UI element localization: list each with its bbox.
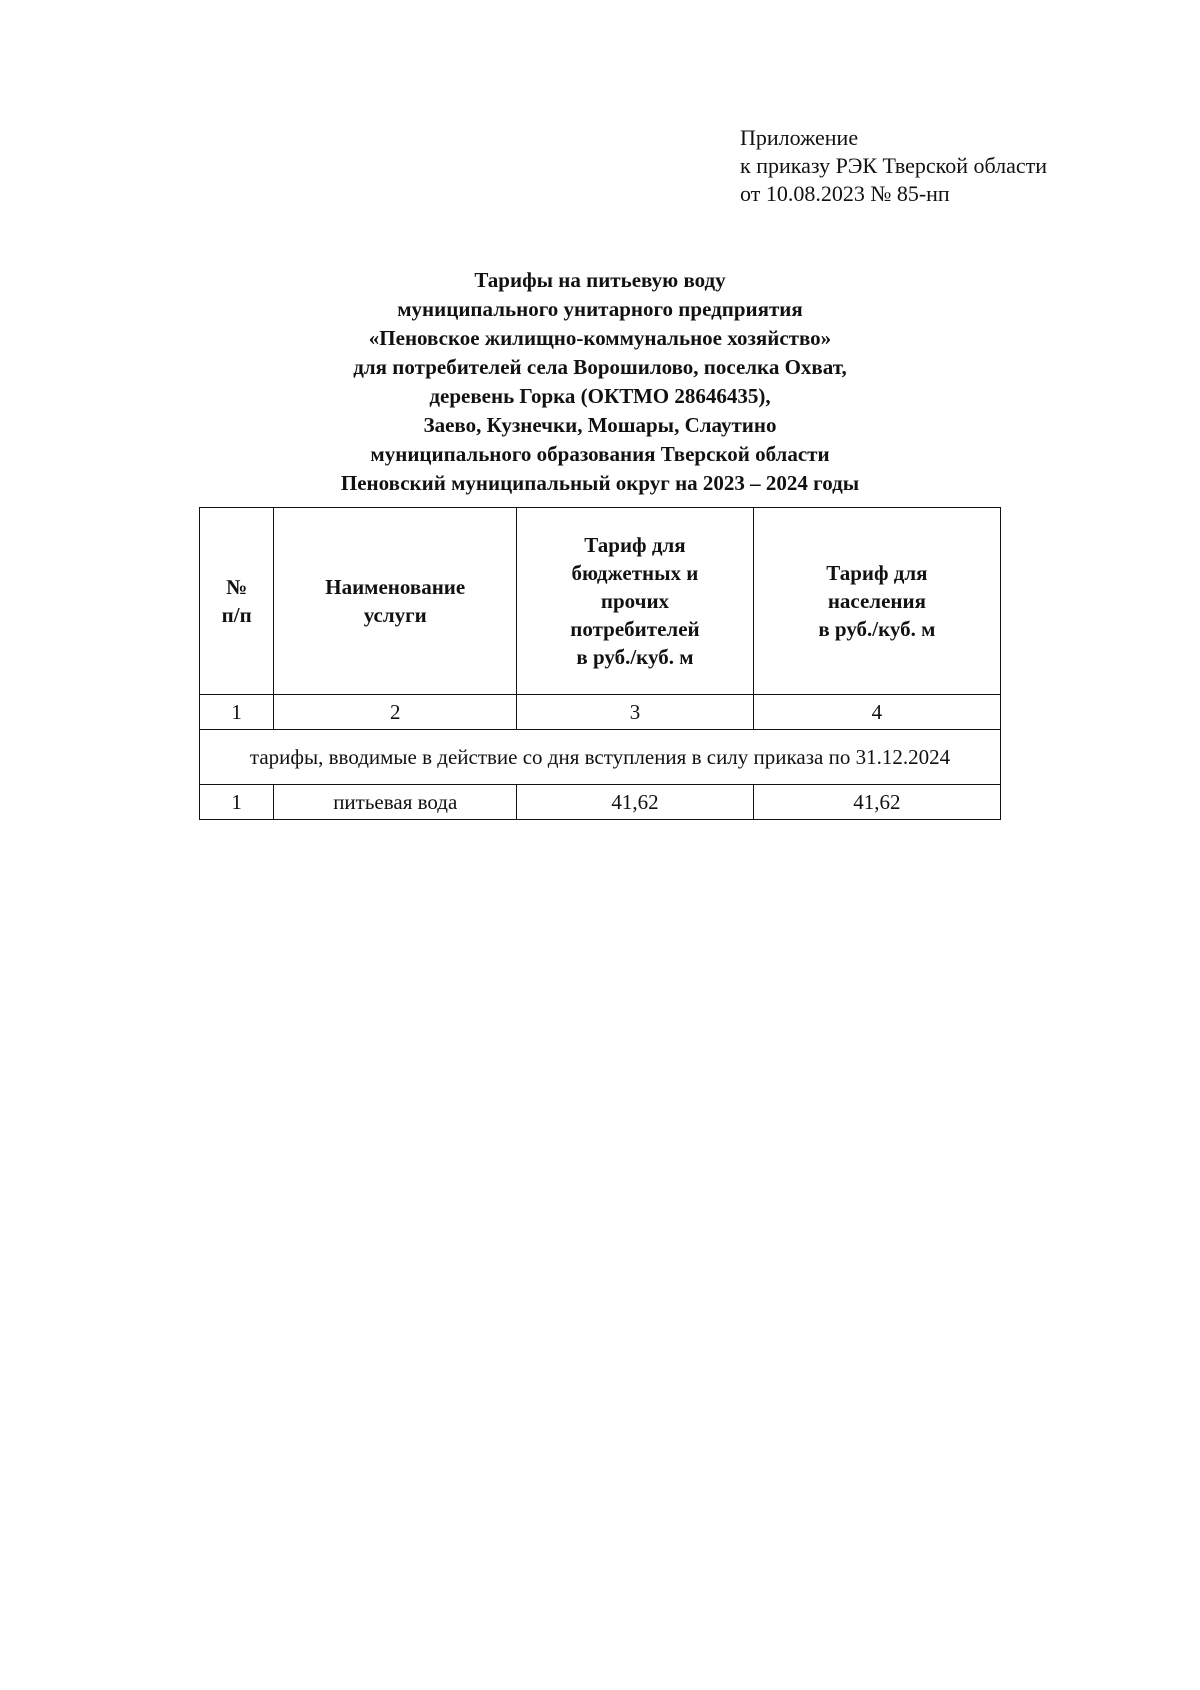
- title-line-6: Заево, Кузнечки, Мошары, Слаутино: [423, 413, 777, 437]
- column-number: 1: [200, 695, 274, 730]
- table-row: [200, 785, 1001, 820]
- row-tariff-population: 41,62: [753, 785, 1000, 820]
- title-line-7: муниципального образования Тверской области: [370, 442, 830, 466]
- title-line-5: деревень Горка (ОКТМО 28646435),: [429, 384, 771, 408]
- column-number: 3: [517, 695, 754, 730]
- tariff-table: [199, 507, 1001, 820]
- title-line-8: Пеновский муниципальный округ на 2023 – 2024 годы: [340, 471, 860, 495]
- appendix-line-2: к приказу РЭК Тверской области: [740, 153, 1048, 178]
- row-tariff-budget: 41,62: [517, 785, 754, 820]
- column-number: 4: [753, 695, 1000, 730]
- appendix-block: [740, 124, 1047, 208]
- title-line-4: для потребителей села Ворошилово, поселка Охват,: [353, 355, 847, 379]
- column-number-row: [200, 695, 1001, 730]
- header-tariff-budget: Тариф для бюджетных и прочих потребителей в руб./куб. м: [517, 508, 754, 695]
- title-line-3: «Пеновское жилищно-коммунальное хозяйство»: [368, 326, 832, 350]
- header-tariff-population: Тариф для населения в руб./куб. м: [753, 508, 1000, 695]
- header-service-name: Наименование услуги: [274, 508, 517, 695]
- appendix-line-3: от 10.08.2023 № 85-нп: [740, 181, 950, 206]
- period-row: [200, 730, 1001, 785]
- row-service: питьевая вода: [274, 785, 517, 820]
- table-header-row: [200, 508, 1001, 695]
- appendix-line-1: Приложение: [740, 125, 859, 150]
- header-number: № п/п: [200, 508, 274, 695]
- column-number: 2: [274, 695, 517, 730]
- period-note: тарифы, вводимые в действие со дня вступления в силу приказа по 31.12.2024: [200, 730, 1001, 785]
- document-title: [200, 266, 1000, 498]
- title-line-1: Тарифы на питьевую воду: [474, 268, 726, 292]
- row-number: 1: [200, 785, 274, 820]
- title-line-2: муниципального унитарного предприятия: [397, 297, 803, 321]
